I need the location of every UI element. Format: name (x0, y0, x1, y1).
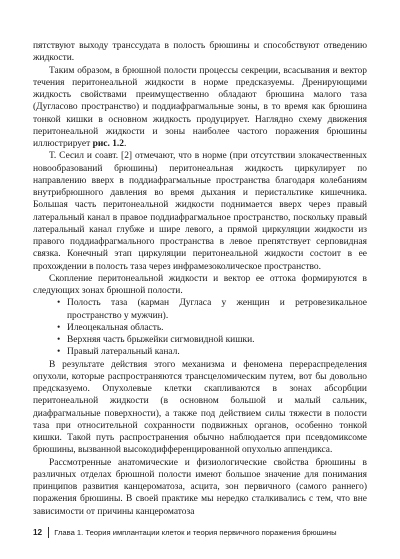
paragraph-redistribution: В результате действия этого механизма и феномена перераспределения опухоли, которые распространяются трансцеломическим путем, вот бы довольно предсказуемо. Опухолевые клетки скапливаются в зонах абсорбции перитонеальной жидкости (в основном большой и малый сальник, диафрагмальные поверхности), а также под действием силы тяжести в полости таза при относительной сохранности подвижных органов, особенно тонкой кишки. Такой путь распространения обычно наблюдается при псевдомиксоме брюшины, вызванной высокодифференцированной опухолью аппендикса. (33, 359, 367, 456)
figure-reference: рис. 1.2 (92, 139, 124, 149)
footer-divider (48, 527, 49, 538)
chapter-title: Глава 1. Теория имплантации клеток и теория первичного поражения брюшины (54, 527, 337, 537)
paragraph-continuation: пятствуют выходу транссудата в полость брюшины и способствуют отведению жидкости. (33, 41, 367, 64)
paragraph-drainage-text: Таким образом, в брюшной полости процессы секреции, всасывания и вектор течения перитонеальной жидкости в норме предсказуемы. Дренирующими жидкость свойствами преимущественно обладают брюшина малого таза (Дугласово пространство) и поддиафрагмальные зоны, в то время как брюшина тонкой кишки в основном жидкость продуцирует. Наглядно схему движения перитонеальной жидкости и зоны наиболее частого поражения брюшины иллюстрирует (33, 65, 367, 149)
page-footer (33, 527, 367, 538)
list-item: • Верхняя часть брыжейки сигмовидной кишки. (67, 334, 367, 346)
paragraph-drainage-end: . (124, 139, 127, 149)
paragraph-conclusion: Рассмотренные анатомические и физиологические свойства брюшины в различных отделах брюшной полости имеют большое значение для понимания принципов развития канцероматоза, асцита, зон первичного (самого раннего) поражения брюшины. В своей практике мы нередко сталкивались с тем, что вне зависимости от причины канцероматоза (33, 457, 367, 517)
paragraph-drainage (33, 65, 367, 151)
list-item: • Правый латеральный канал. (67, 346, 367, 358)
list-item: • Полость таза (карман Дугласа у женщин и ретровезикальное пространство у мужчин). (67, 297, 367, 322)
zones-list (33, 297, 367, 358)
document-body (33, 40, 367, 518)
paragraph-accumulation-zones: Скопление перитонеальной жидкости и вектор ее оттока формируются в следующих зонах брюшной полости. (33, 273, 367, 296)
page-number: 12 (33, 527, 43, 537)
paragraph-circulation: Т. Сесил и соавт. [2] отмечают, что в норме (при отсутствии злокачественных новообразований брюшины) перитонеальная жидкость циркулирует по направлению вверх в поддиафрагмальные пространства благодаря колебаниям внутрибрюшного давления во время дыхания и перистальтике кишечника. Большая часть перитонеальной жидкости поднимается вверх через правый латеральный канал в правое поддиафрагмальное пространство, поскольку правый латеральный канал глубже и шире левого, а прямой циркуляции жидкости из правого поддиафрагмального пространства в левое препятствует серповидная связка. Конечный этап циркуляции перитонеальной жидкости состоит в ее прохождении в полость таза через инфрамезоколическое пространство. (33, 151, 367, 272)
list-item: • Илеоцекальная область. (67, 322, 367, 334)
